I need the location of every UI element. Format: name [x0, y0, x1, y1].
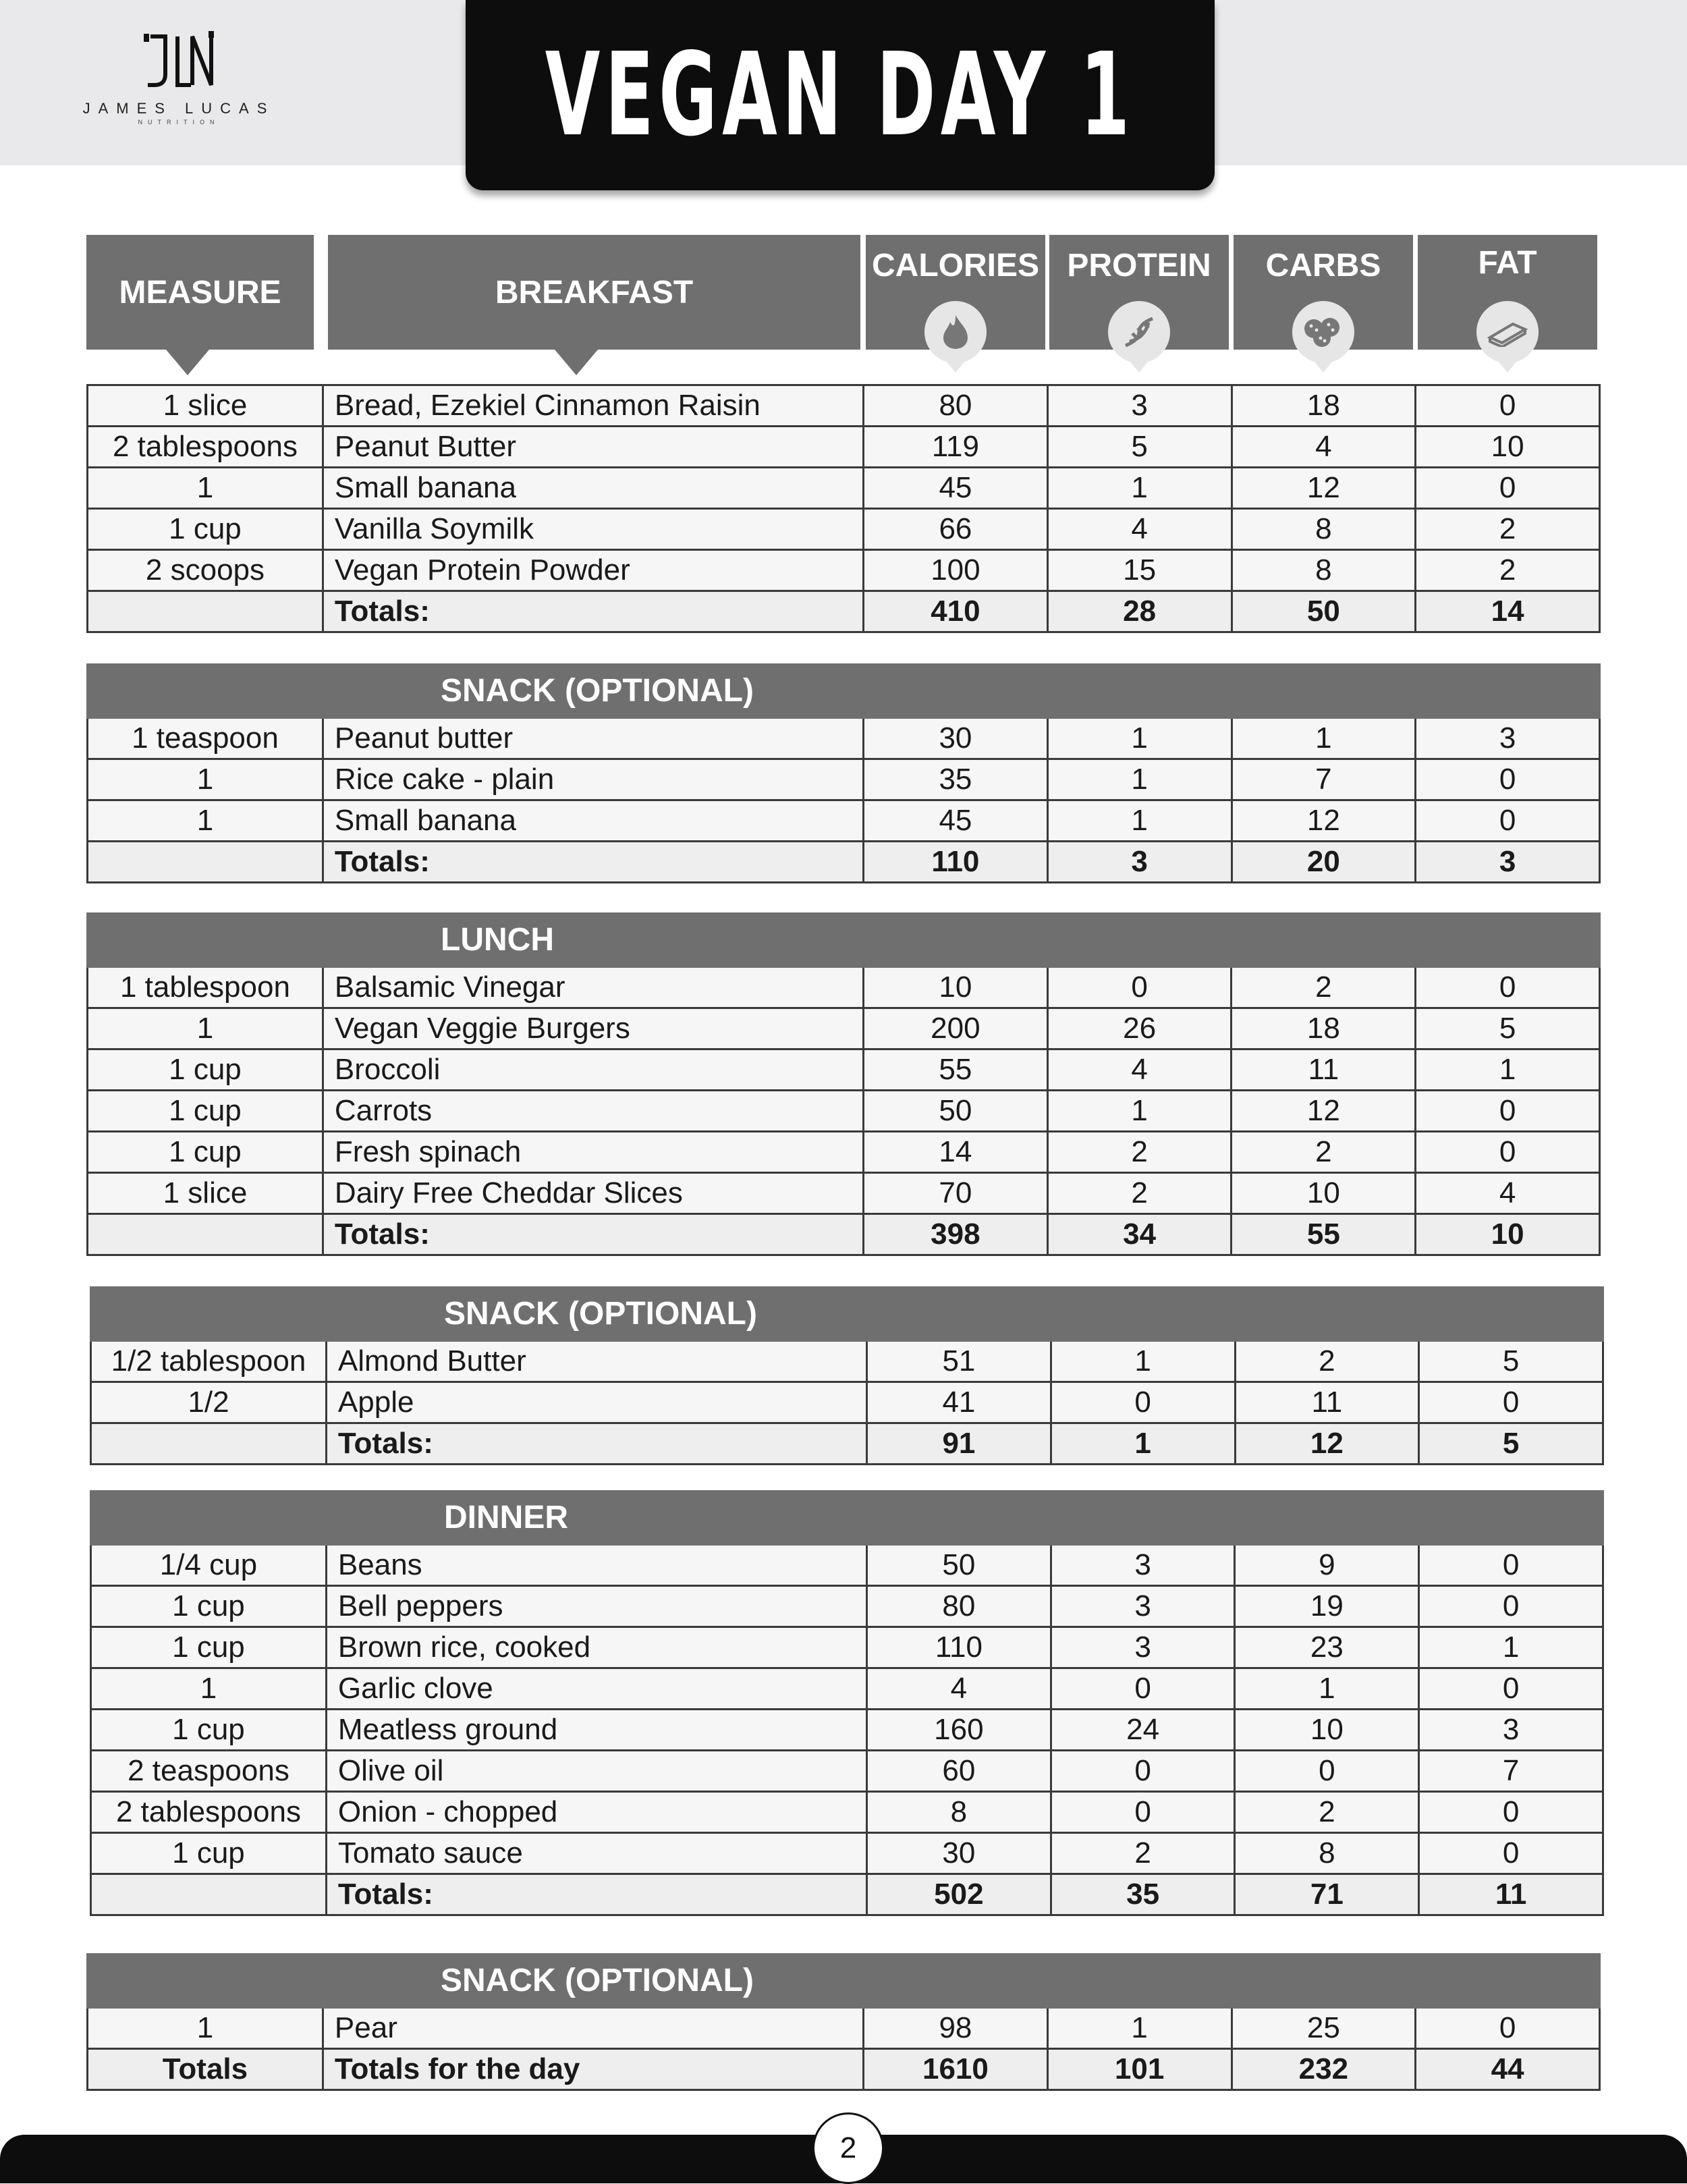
page-number: 2	[812, 2112, 884, 2184]
totals-row	[88, 1214, 1600, 1255]
fat-cell: 5	[1416, 1008, 1600, 1049]
table-row	[88, 1091, 1600, 1132]
carbs-cell: 2	[1235, 1792, 1419, 1833]
table-row	[88, 967, 1600, 1008]
measure-cell: 1	[88, 468, 323, 509]
table-row	[88, 759, 1600, 800]
protein-cell: 5	[1047, 427, 1232, 468]
measure-cell: Totals	[88, 2049, 323, 2090]
table-row	[88, 385, 1600, 427]
fat-cell: 0	[1416, 385, 1600, 427]
protein-cell: 101	[1047, 2049, 1232, 2090]
measure-cell: 1	[88, 2008, 323, 2049]
protein-cell: 3	[1051, 1545, 1235, 1586]
food-cell: Totals:	[323, 1214, 863, 1255]
carbs-cell: 8	[1232, 509, 1416, 550]
protein-cell: 1	[1051, 1341, 1235, 1382]
table-row	[88, 427, 1600, 468]
protein-cell: 15	[1047, 550, 1232, 591]
food-cell: Pear	[323, 2008, 863, 2049]
carbs-cell: 4	[1232, 427, 1416, 468]
measure-cell: 1 slice	[88, 1173, 323, 1214]
calories-cell: 80	[864, 385, 1048, 427]
dna-icon	[1108, 301, 1170, 363]
table-row	[88, 550, 1600, 591]
protein-cell: 0	[1051, 1792, 1235, 1833]
measure-cell: 1 cup	[88, 1049, 323, 1091]
cookies-icon	[1292, 301, 1354, 363]
protein-cell: 0	[1047, 967, 1232, 1008]
section-header	[91, 1288, 1603, 1341]
fat-cell: 1	[1419, 1627, 1603, 1668]
fat-cell: 0	[1419, 1668, 1603, 1710]
measure-cell	[91, 1423, 327, 1465]
calories-cell: 14	[864, 1132, 1048, 1173]
carbs-cell: 1	[1232, 718, 1416, 759]
calories-cell: 60	[867, 1751, 1051, 1792]
section-title: SNACK (OPTIONAL)	[88, 665, 1600, 718]
food-cell: Dairy Free Cheddar Slices	[323, 1173, 863, 1214]
measure-cell: 1	[88, 800, 323, 842]
food-cell: Apple	[326, 1382, 866, 1423]
fat-cell: 7	[1419, 1751, 1603, 1792]
food-cell: Olive oil	[326, 1751, 866, 1792]
calories-cell: 4	[867, 1668, 1051, 1710]
food-cell: Peanut butter	[323, 718, 863, 759]
carbs-cell: 2	[1232, 1132, 1416, 1173]
header-protein-label: PROTEIN	[1067, 248, 1211, 283]
carbs-cell: 11	[1232, 1049, 1416, 1091]
food-cell: Vegan Protein Powder	[323, 550, 863, 591]
header-meal-pointer	[555, 350, 598, 375]
measure-cell: 1	[88, 759, 323, 800]
protein-cell: 0	[1051, 1668, 1235, 1710]
section-title: DINNER	[91, 1492, 1603, 1545]
table-row	[88, 718, 1600, 759]
table-row	[88, 1008, 1600, 1049]
totals-row	[91, 1874, 1603, 1915]
food-cell: Balsamic Vinegar	[323, 967, 863, 1008]
measure-cell: 1 cup	[91, 1710, 327, 1751]
protein-cell: 3	[1047, 385, 1232, 427]
table-row	[91, 1751, 1603, 1792]
header-measure-label: MEASURE	[119, 275, 281, 310]
table-row	[88, 1173, 1600, 1214]
protein-cell: 2	[1047, 1132, 1232, 1173]
section-title: LUNCH	[88, 914, 1600, 967]
calories-cell: 98	[864, 2008, 1048, 2049]
measure-cell: 1 cup	[88, 509, 323, 550]
calories-cell: 30	[864, 718, 1048, 759]
fat-cell: 3	[1416, 842, 1600, 883]
measure-cell: 1 cup	[88, 1132, 323, 1173]
section-title: SNACK (OPTIONAL)	[91, 1288, 1603, 1341]
measure-cell: 2 teaspoons	[91, 1751, 327, 1792]
header-calories	[866, 235, 1045, 350]
calories-cell: 1610	[864, 2049, 1048, 2090]
fat-cell: 0	[1416, 800, 1600, 842]
food-cell: Almond Butter	[326, 1341, 866, 1382]
flame-icon	[924, 301, 987, 363]
protein-cell: 0	[1051, 1751, 1235, 1792]
protein-cell: 35	[1051, 1874, 1235, 1915]
food-cell: Totals for the day	[323, 2049, 863, 2090]
header-fat	[1418, 235, 1597, 350]
calories-cell: 50	[864, 1091, 1048, 1132]
table-row	[88, 1132, 1600, 1173]
food-cell: Totals:	[326, 1423, 866, 1465]
brand-logo	[81, 27, 277, 142]
food-cell: Carrots	[323, 1091, 863, 1132]
carbs-cell: 50	[1232, 591, 1416, 632]
table-row	[91, 1792, 1603, 1833]
measure-cell: 1 slice	[88, 385, 323, 427]
carbs-cell: 25	[1232, 2008, 1416, 2049]
fat-cell: 0	[1416, 1132, 1600, 1173]
measure-cell	[88, 842, 323, 883]
header-carbs-label: CARBS	[1265, 248, 1381, 283]
calories-cell: 45	[864, 468, 1048, 509]
table-row	[91, 1710, 1603, 1751]
calories-cell: 100	[864, 550, 1048, 591]
protein-cell: 1	[1047, 2008, 1232, 2049]
fat-cell: 0	[1416, 967, 1600, 1008]
measure-cell: 1 cup	[88, 1091, 323, 1132]
protein-cell: 3	[1051, 1627, 1235, 1668]
table-row	[88, 2008, 1600, 2049]
calories-cell: 45	[864, 800, 1048, 842]
carbs-cell: 71	[1235, 1874, 1419, 1915]
food-cell: Totals:	[323, 591, 863, 632]
calories-cell: 502	[867, 1874, 1051, 1915]
header-meal	[328, 235, 860, 350]
measure-cell: 1	[88, 1008, 323, 1049]
fat-cell: 5	[1419, 1341, 1603, 1382]
jln-monogram-icon	[138, 27, 219, 94]
measure-cell	[88, 591, 323, 632]
food-cell: Garlic clove	[326, 1668, 866, 1710]
fat-cell: 2	[1416, 550, 1600, 591]
totals-row	[88, 2049, 1600, 2090]
calories-cell: 66	[864, 509, 1048, 550]
protein-cell: 1	[1047, 759, 1232, 800]
measure-cell: 1	[91, 1668, 327, 1710]
fat-cell: 0	[1416, 1091, 1600, 1132]
carbs-cell: 7	[1232, 759, 1416, 800]
section-header	[91, 1492, 1603, 1545]
carbs-cell: 12	[1232, 468, 1416, 509]
carbs-cell: 18	[1232, 385, 1416, 427]
food-cell: Brown rice, cooked	[326, 1627, 866, 1668]
food-cell: Bread, Ezekiel Cinnamon Raisin	[323, 385, 863, 427]
carbs-cell: 55	[1232, 1214, 1416, 1255]
protein-cell: 28	[1047, 591, 1232, 632]
snack2-table	[90, 1286, 1604, 1465]
food-cell: Beans	[326, 1545, 866, 1586]
totals-row	[91, 1423, 1603, 1465]
measure-cell: 1 cup	[91, 1833, 327, 1874]
section-header	[88, 914, 1600, 967]
table-row	[88, 800, 1600, 842]
section-header	[88, 1955, 1600, 2008]
food-cell: Small banana	[323, 468, 863, 509]
carbs-cell: 23	[1235, 1627, 1419, 1668]
measure-cell: 1/4 cup	[91, 1545, 327, 1586]
totals-row	[88, 591, 1600, 632]
calories-cell: 51	[867, 1341, 1051, 1382]
fat-cell: 3	[1419, 1710, 1603, 1751]
table-row	[88, 1049, 1600, 1091]
protein-cell: 1	[1047, 800, 1232, 842]
protein-cell: 1	[1047, 718, 1232, 759]
carbs-cell: 1	[1235, 1668, 1419, 1710]
calories-cell: 50	[867, 1545, 1051, 1586]
butter-icon	[1476, 301, 1539, 363]
carbs-cell: 10	[1235, 1710, 1419, 1751]
fat-cell: 0	[1419, 1382, 1603, 1423]
protein-cell: 1	[1047, 468, 1232, 509]
fat-cell: 0	[1416, 759, 1600, 800]
carbs-cell: 9	[1235, 1545, 1419, 1586]
header-meal-label: BREAKFAST	[495, 275, 694, 310]
calories-cell: 200	[864, 1008, 1048, 1049]
protein-cell: 3	[1051, 1586, 1235, 1627]
measure-cell: 1/2	[91, 1382, 327, 1423]
header-measure-pointer	[166, 350, 209, 375]
measure-cell: 1/2 tablespoon	[91, 1341, 327, 1382]
food-cell: Peanut Butter	[323, 427, 863, 468]
carbs-cell: 12	[1235, 1423, 1419, 1465]
carbs-cell: 18	[1232, 1008, 1416, 1049]
fat-cell: 0	[1419, 1792, 1603, 1833]
carbs-cell: 8	[1235, 1833, 1419, 1874]
carbs-cell: 8	[1232, 550, 1416, 591]
snack1-table	[86, 663, 1601, 883]
carbs-cell: 20	[1232, 842, 1416, 883]
calories-cell: 70	[864, 1173, 1048, 1214]
fat-cell: 0	[1419, 1833, 1603, 1874]
measure-cell: 1 teaspoon	[88, 718, 323, 759]
calories-cell: 410	[864, 591, 1048, 632]
protein-cell: 4	[1047, 1049, 1232, 1091]
carbs-cell: 232	[1232, 2049, 1416, 2090]
protein-cell: 24	[1051, 1710, 1235, 1751]
food-cell: Vanilla Soymilk	[323, 509, 863, 550]
header-calories-label: CALORIES	[871, 248, 1039, 283]
calories-cell: 160	[867, 1710, 1051, 1751]
fat-cell: 0	[1416, 468, 1600, 509]
lunch-table	[86, 912, 1601, 1256]
carbs-cell: 19	[1235, 1586, 1419, 1627]
food-cell: Totals:	[323, 842, 863, 883]
calories-cell: 41	[867, 1382, 1051, 1423]
calories-cell: 110	[864, 842, 1048, 883]
brand-sub: NUTRITION	[138, 119, 220, 126]
fat-cell: 0	[1419, 1586, 1603, 1627]
measure-cell: 1 tablespoon	[88, 967, 323, 1008]
calories-cell: 119	[864, 427, 1048, 468]
calories-cell: 8	[867, 1792, 1051, 1833]
totals-row	[88, 842, 1600, 883]
table-row	[88, 468, 1600, 509]
fat-cell: 5	[1419, 1423, 1603, 1465]
protein-cell: 4	[1047, 509, 1232, 550]
carbs-cell: 2	[1232, 967, 1416, 1008]
table-row	[91, 1586, 1603, 1627]
carbs-cell: 10	[1232, 1173, 1416, 1214]
table-row	[91, 1545, 1603, 1586]
measure-cell: 2 scoops	[88, 550, 323, 591]
section-title: SNACK (OPTIONAL)	[88, 1955, 1600, 2008]
protein-cell: 2	[1051, 1833, 1235, 1874]
title-banner	[466, 0, 1215, 190]
fat-cell: 4	[1416, 1173, 1600, 1214]
table-row	[91, 1627, 1603, 1668]
page-title: VEGAN DAY 1	[545, 28, 1135, 162]
protein-cell: 1	[1051, 1423, 1235, 1465]
food-cell: Tomato sauce	[326, 1833, 866, 1874]
calories-cell: 10	[864, 967, 1048, 1008]
food-cell: Fresh spinach	[323, 1132, 863, 1173]
fat-cell: 1	[1416, 1049, 1600, 1091]
carbs-cell: 0	[1235, 1751, 1419, 1792]
fat-cell: 0	[1419, 1545, 1603, 1586]
calories-cell: 55	[864, 1049, 1048, 1091]
protein-cell: 2	[1047, 1173, 1232, 1214]
fat-cell: 14	[1416, 591, 1600, 632]
food-cell: Meatless ground	[326, 1710, 866, 1751]
header-fat-label: FAT	[1478, 245, 1537, 281]
table-row	[91, 1833, 1603, 1874]
dinner-table	[90, 1490, 1604, 1916]
calories-cell: 35	[864, 759, 1048, 800]
header-measure	[86, 235, 314, 350]
protein-cell: 26	[1047, 1008, 1232, 1049]
fat-cell: 44	[1416, 2049, 1600, 2090]
calories-cell: 91	[867, 1423, 1051, 1465]
protein-cell: 34	[1047, 1214, 1232, 1255]
food-cell: Bell peppers	[326, 1586, 866, 1627]
fat-cell: 10	[1416, 1214, 1600, 1255]
carbs-cell: 11	[1235, 1382, 1419, 1423]
table-row	[91, 1668, 1603, 1710]
header-protein	[1049, 235, 1229, 350]
calories-cell: 110	[867, 1627, 1051, 1668]
measure-cell: 2 tablespoons	[88, 427, 323, 468]
measure-cell: 2 tablespoons	[91, 1792, 327, 1833]
food-cell: Totals:	[326, 1874, 866, 1915]
protein-cell: 0	[1051, 1382, 1235, 1423]
fat-cell: 2	[1416, 509, 1600, 550]
carbs-cell: 12	[1232, 1091, 1416, 1132]
snack3-table	[86, 1953, 1601, 2091]
calories-cell: 30	[867, 1833, 1051, 1874]
fat-cell: 10	[1416, 427, 1600, 468]
carbs-cell: 2	[1235, 1341, 1419, 1382]
table-row	[88, 509, 1600, 550]
table-row	[91, 1341, 1603, 1382]
measure-cell	[91, 1874, 327, 1915]
section-header	[88, 665, 1600, 718]
protein-cell: 3	[1047, 842, 1232, 883]
carbs-cell: 12	[1232, 800, 1416, 842]
table-row	[91, 1382, 1603, 1423]
fat-cell: 0	[1416, 2008, 1600, 2049]
food-cell: Onion - chopped	[326, 1792, 866, 1833]
measure-cell: 1 cup	[91, 1586, 327, 1627]
food-cell: Broccoli	[323, 1049, 863, 1091]
fat-cell: 3	[1416, 718, 1600, 759]
food-cell: Vegan Veggie Burgers	[323, 1008, 863, 1049]
header-carbs	[1234, 235, 1413, 350]
calories-cell: 398	[864, 1214, 1048, 1255]
calories-cell: 80	[867, 1586, 1051, 1627]
fat-cell: 11	[1419, 1874, 1603, 1915]
measure-cell	[88, 1214, 323, 1255]
food-cell: Rice cake - plain	[323, 759, 863, 800]
protein-cell: 1	[1047, 1091, 1232, 1132]
breakfast-table	[86, 384, 1601, 633]
food-cell: Small banana	[323, 800, 863, 842]
brand-name: JAMES LUCAS	[82, 100, 275, 117]
measure-cell: 1 cup	[91, 1627, 327, 1668]
